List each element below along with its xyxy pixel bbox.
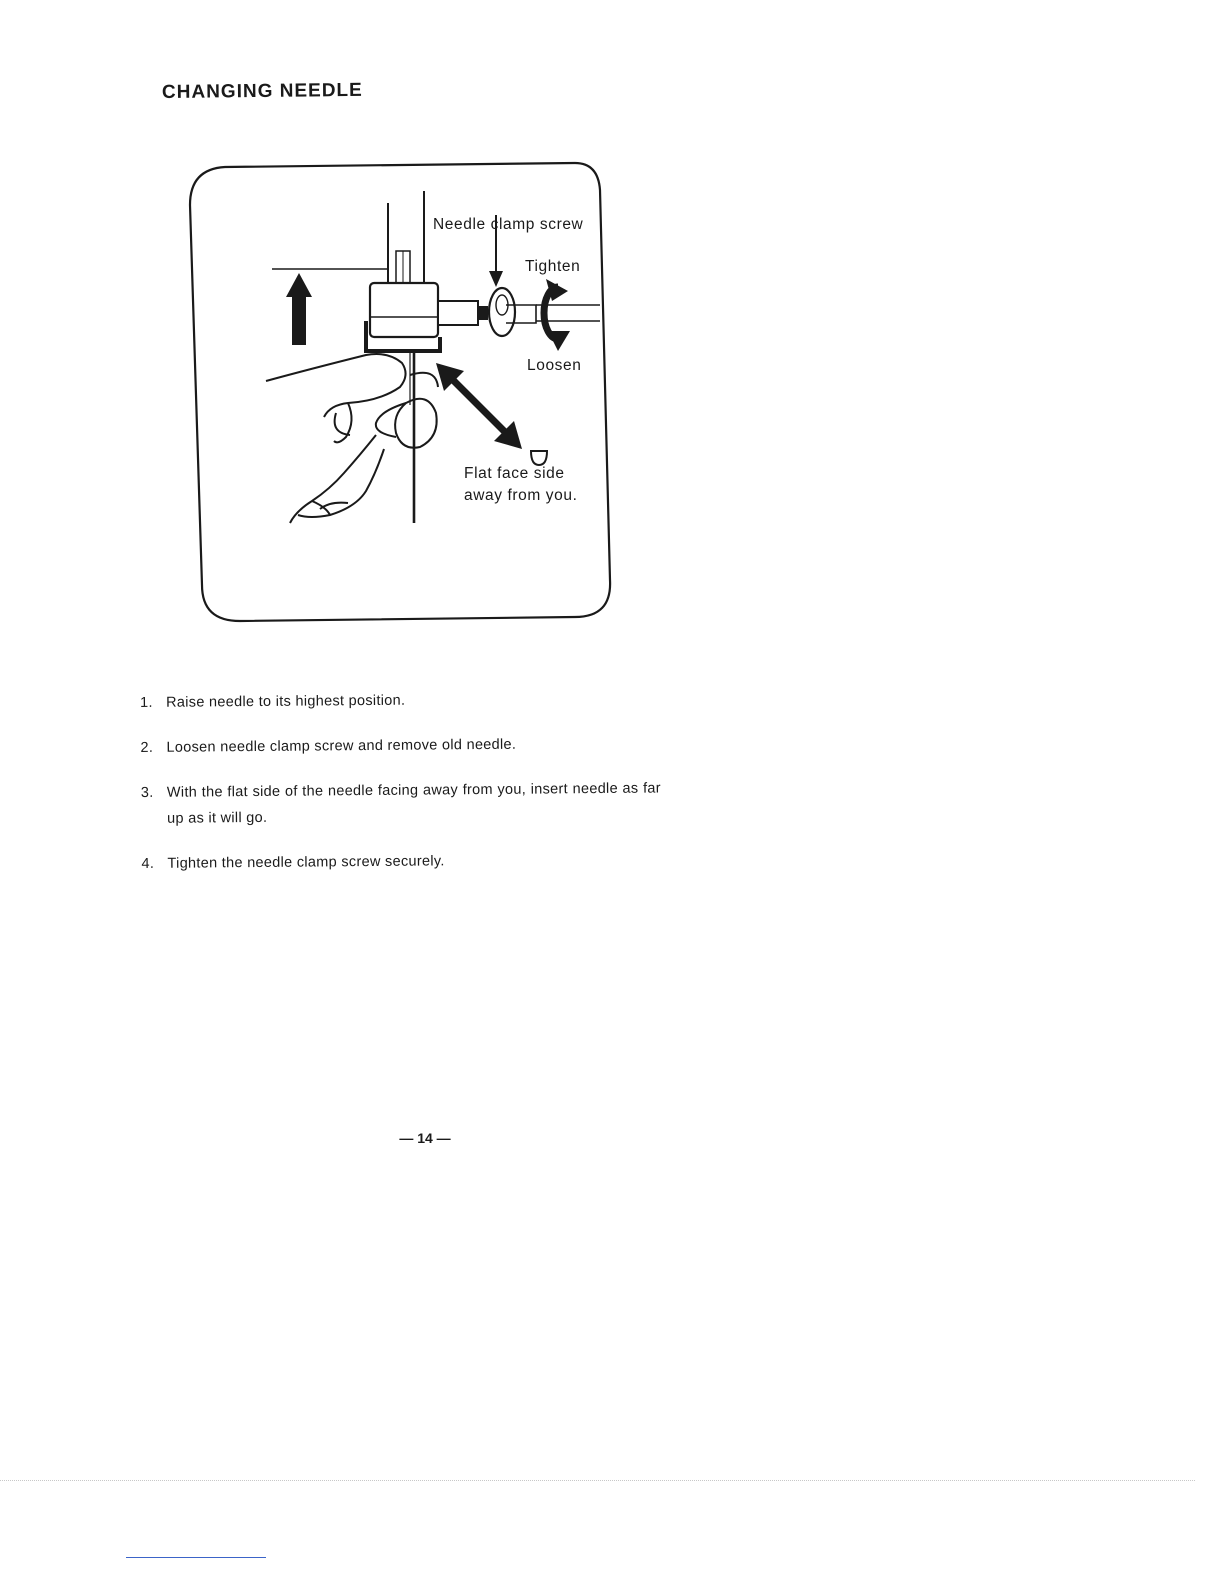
label-tighten: Tighten xyxy=(525,258,581,275)
instruction-step xyxy=(141,775,661,832)
instruction-steps xyxy=(140,685,662,896)
needle-clamp xyxy=(370,283,438,337)
label-away-from-you: away from you. xyxy=(464,487,578,504)
page-number: — 14 — xyxy=(399,1130,451,1146)
footer-underline xyxy=(126,1557,266,1558)
up-arrow-icon xyxy=(286,273,312,345)
instruction-step xyxy=(141,846,661,877)
step-number: 4. xyxy=(141,855,155,872)
step-text: Raise needle to its highest position. xyxy=(166,692,406,711)
hand-illustration xyxy=(266,354,438,523)
needle-change-illustration xyxy=(180,155,620,635)
clamp-screw-shaft xyxy=(438,301,478,325)
insert-remove-arrow-icon xyxy=(436,363,522,449)
page-divider xyxy=(0,1480,1195,1481)
label-loosen: Loosen xyxy=(527,357,582,374)
step-number: 1. xyxy=(140,694,153,711)
step-number: 2. xyxy=(140,739,154,756)
step-text: With the flat side of the needle facing away from you, insert needle as far up as it will go. xyxy=(166,780,661,827)
rotation-arrow-icon xyxy=(544,279,570,351)
flat-face-icon xyxy=(531,451,547,465)
step-number: 3. xyxy=(140,784,154,801)
instruction-step xyxy=(140,730,660,761)
label-needle-clamp-screw: Needle clamp screw xyxy=(433,216,584,233)
label-flat-face-side: Flat face side xyxy=(464,465,565,482)
step-text: Loosen needle clamp screw and remove old needle. xyxy=(166,736,517,756)
step-text: Tighten the needle clamp screw securely. xyxy=(167,853,445,872)
page-title: CHANGING NEEDLE xyxy=(161,79,363,103)
instruction-step xyxy=(140,685,660,716)
